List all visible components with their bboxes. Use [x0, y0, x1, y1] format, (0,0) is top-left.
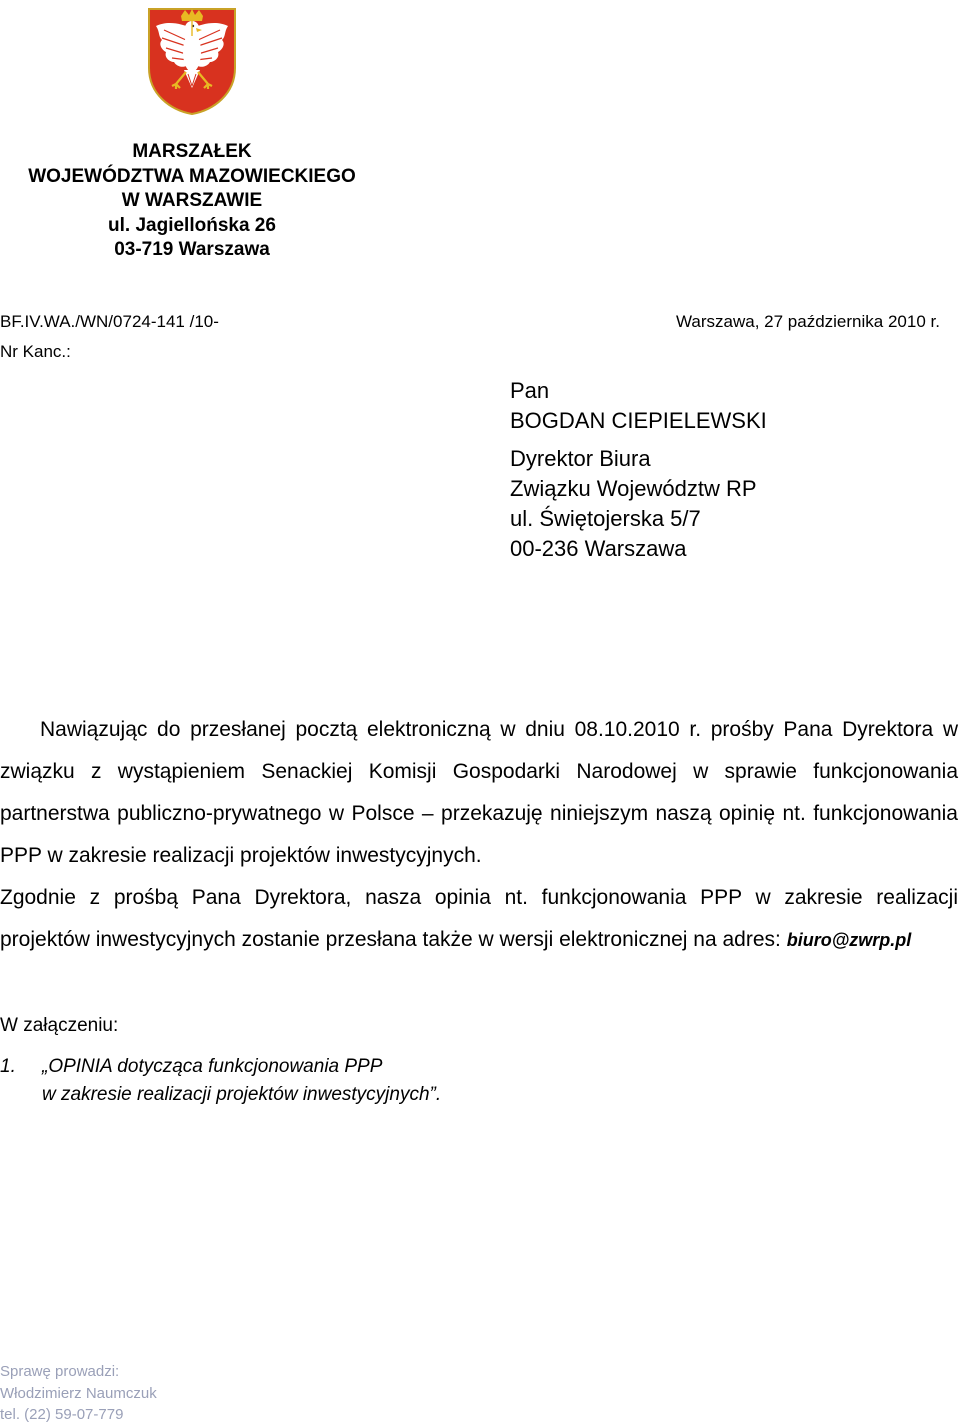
attachment-title — [42, 1053, 441, 1109]
reference-number: BF.IV.WA./WN/0724-141 /10- — [0, 312, 219, 331]
footer-line: Sprawę prowadzi: — [0, 1363, 120, 1380]
attachment-number: 1. — [0, 1056, 16, 1077]
coat-of-arms-icon — [146, 6, 238, 116]
sender-line: W WARSZAWIE — [121, 190, 263, 211]
recipient-line: Związku Województw RP — [510, 476, 757, 501]
sender-line: 03-719 Warszawa — [114, 239, 270, 260]
email-link[interactable]: biuro@zwrp.pl — [786, 930, 912, 950]
attachment-title-line: „OPINIA dotycząca funkcjonowania PPP — [42, 1056, 383, 1077]
sender-line: ul. Jagiellońska 26 — [108, 214, 276, 236]
sender-address — [0, 140, 384, 263]
attachments-label: W załączeniu: — [0, 1015, 119, 1036]
attachment-title-line: w zakresie realizacji projektów inwestycyjnych”. — [42, 1084, 442, 1105]
recipient-name: BOGDAN CIEPIELEWSKI — [510, 408, 767, 433]
recipient-salutation: Pan — [510, 378, 550, 403]
footer-line: Włodzimierz Naumczuk — [0, 1384, 157, 1402]
nr-kanc: Nr Kanc.: — [0, 342, 71, 361]
recipient-line: ul. Świętojerska 5/7 — [510, 506, 701, 531]
case-handler-footer — [0, 1361, 157, 1426]
body-paragraph — [0, 877, 958, 961]
sender-line: MARSZAŁEK — [132, 141, 252, 162]
footer-line: tel. (22) 59-07-779 — [0, 1406, 124, 1423]
recipient-line: Dyrektor Biura — [510, 446, 651, 471]
recipient-line: 00-236 Warszawa — [510, 536, 687, 561]
body-paragraph-text: Zgodnie z prośbą Pana Dyrektora, nasza opinia nt. funkcjonowania PPP w zakresie realizacji projektów inwestycyjnych zostanie przesłana także w wersji elektronicznej na adres: — [0, 886, 958, 951]
place-date: Warszawa, 27 października 2010 r. — [676, 312, 940, 331]
recipient-address — [510, 376, 767, 564]
sender-line: WOJEWÓDZTWA MAZOWIECKIEGO — [28, 165, 356, 187]
letter-body — [0, 709, 958, 961]
body-paragraph: Nawiązując do przesłanej pocztą elektroniczną w dniu 08.10.2010 r. prośby Pana Dyrektora w związku z wystąpieniem Senackiej Komisji Gospodarki Narodowej w sprawie funkcjonowania partnerstwa publiczno-prywatnego w Polsce – przekazuję niniejszym naszą opinię nt. funkcjonowania PPP w zakresie realizacji projektów inwestycyjnych. — [0, 718, 958, 867]
